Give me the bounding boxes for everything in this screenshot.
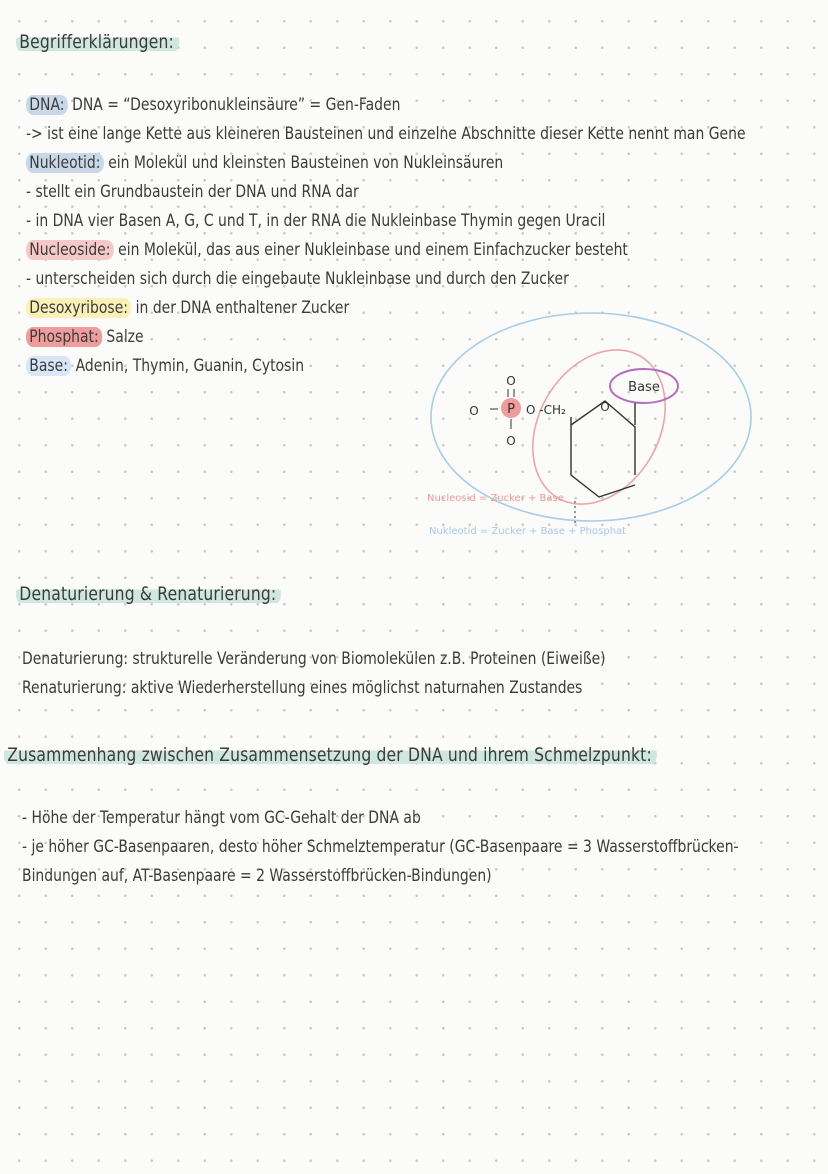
definition-line	[26, 268, 569, 290]
definition-text: -> ist eine lange Kette aus kleineren Bausteinen und einzelne Abschnitte dieser Kette nennt man Gene	[26, 124, 746, 144]
definition-line	[26, 152, 503, 174]
term-label: Nucleoside:	[26, 240, 114, 260]
definition-text: Renaturierung: aktive Wiederherstellung eines möglichst naturnahen Zustandes	[22, 678, 583, 698]
definition-text: - stellt ein Grundbaustein der DNA und RNA dar	[26, 182, 359, 202]
definition-line	[26, 210, 605, 232]
definition-line	[22, 807, 421, 829]
term-label: Phosphat:	[26, 327, 102, 347]
oxygen-top: O	[506, 374, 516, 388]
oxygen-left: O	[469, 404, 479, 418]
nucleoside-formula: Nucleosid = Zucker + Base	[427, 493, 564, 504]
nucleotide-outline	[431, 313, 751, 521]
definition-line	[26, 123, 746, 145]
section-title-denaturierung	[16, 583, 281, 605]
section-title-text: Begrifferklärungen:	[16, 31, 179, 53]
definition-text: - Höhe der Temperatur hängt vom GC-Gehalt der DNA ab	[22, 808, 421, 828]
base-label: Base	[628, 380, 660, 395]
nucleotide-diagram	[415, 305, 760, 550]
definition-line	[26, 94, 400, 116]
definition-line	[26, 355, 304, 377]
definition-text: in der DNA enthaltener Zucker	[131, 298, 350, 318]
definition-text: - in DNA vier Basen A, G, C und T, in der RNA die Nukleinbase Thymin gegen Uracil	[26, 211, 606, 231]
definition-line	[26, 239, 628, 261]
oxygen-bottom: O	[506, 434, 516, 448]
definition-text: ein Molekül und kleinsten Bausteinen von Nukleinsäuren	[103, 153, 504, 173]
definition-line	[26, 181, 359, 203]
definition-line	[26, 297, 349, 319]
definition-text: Bindungen auf, AT-Basenpaare = 2 Wasserstoffbrücken-Bindungen)	[22, 866, 492, 886]
definition-line	[26, 326, 144, 348]
section-title-text: Zusammenhang zwischen Zusammensetzung der DNA und ihrem Schmelzpunkt:	[4, 744, 657, 766]
section-title-begriffe	[16, 31, 179, 53]
definition-text: - unterscheiden sich durch die eingebaute Nukleinbase und durch den Zucker	[26, 269, 569, 289]
phosphor-symbol: P	[507, 402, 515, 417]
term-label: Nukleotid:	[26, 153, 104, 173]
term-label: Base:	[26, 356, 71, 376]
term-label: Desoxyribose:	[26, 298, 131, 318]
definition-line	[22, 836, 739, 858]
definition-text: DNA = “Desoxyribonukleinsäure” = Gen-Faden	[67, 95, 401, 115]
definition-text: Denaturierung: strukturelle Veränderung von Biomolekülen z.B. Proteinen (Eiweiße)	[22, 649, 606, 669]
definition-text: Salze	[101, 327, 144, 347]
definition-line	[22, 677, 582, 699]
term-label: DNA:	[26, 95, 68, 115]
sugar-ring	[571, 417, 635, 497]
definition-text: ein Molekül, das aus einer Nukleinbase und einem Einfachzucker besteht	[113, 240, 628, 260]
ring-oxygen: O	[600, 400, 610, 414]
definition-text: - je höher GC-Basenpaaren, desto höher Schmelztemperatur (GC-Basenpaare = 3 Wasserstoffbrücken-	[22, 837, 739, 857]
nucleotide-formula: Nukleotid = Zucker + Base + Phosphat	[429, 526, 627, 537]
definition-line	[22, 648, 606, 670]
section-title-text: Denaturierung & Renaturierung:	[16, 583, 281, 605]
section-title-schmelzpunkt	[4, 744, 657, 766]
definition-line	[22, 865, 492, 887]
definition-text: Adenin, Thymin, Guanin, Cytosin	[71, 356, 305, 376]
ch2-group: O -CH₂	[526, 403, 566, 417]
